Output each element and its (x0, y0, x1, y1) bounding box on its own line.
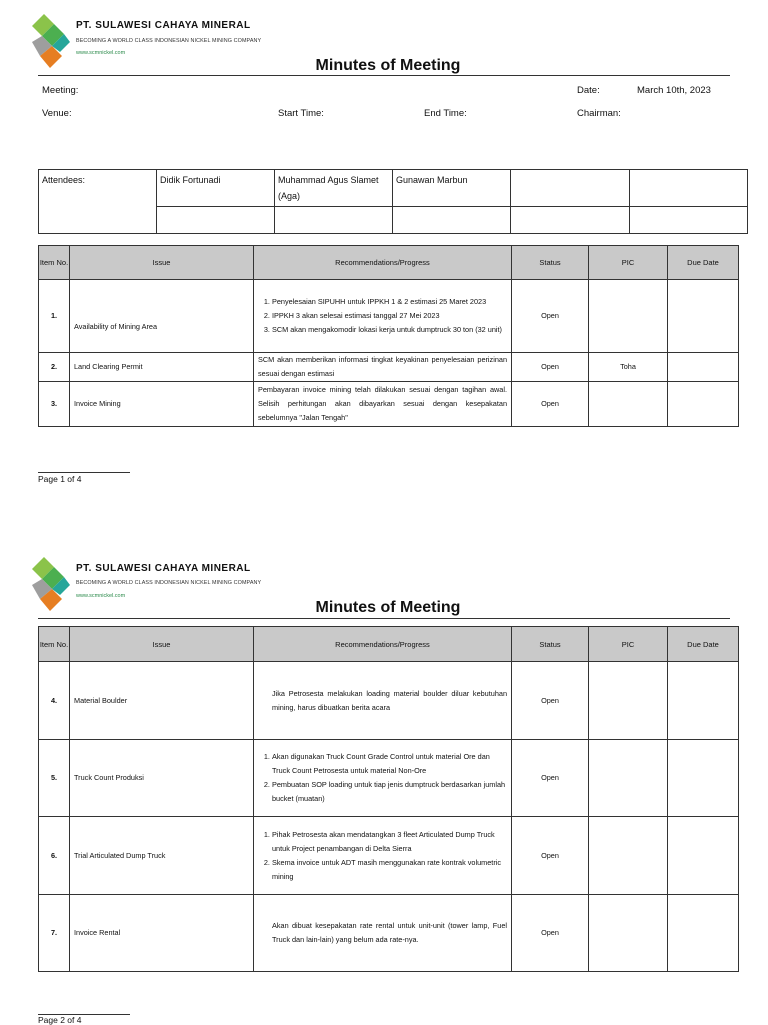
start-time-label: Start Time: (278, 108, 324, 119)
header-item-no: Item No. (39, 246, 70, 280)
item-number: 5. (39, 740, 70, 817)
item-number: 3. (39, 382, 70, 427)
table-row (39, 740, 739, 817)
action-items-table (38, 626, 739, 972)
item-issue: Invoice Mining (70, 382, 254, 427)
item-due-date (668, 740, 739, 817)
header-pic: PIC (589, 627, 668, 662)
item-issue: Invoice Rental (70, 895, 254, 972)
item-status: Open (512, 280, 589, 353)
header-item-no: Item No. (39, 627, 70, 662)
recommendation-point: 2. IPPKH 3 akan selesai estimasi tanggal 27 Mei 2023 (272, 309, 507, 323)
item-number: 1. (39, 280, 70, 353)
venue-label: Venue: (42, 108, 72, 119)
item-recommendations: SCM akan memberikan informasi tingkat keyakinan penyelesaian perizinan sesuai dengan estimasi (254, 353, 512, 382)
table-row (39, 662, 739, 740)
item-issue: Trial Articulated Dump Truck (70, 817, 254, 895)
item-status: Open (512, 662, 589, 740)
item-due-date (668, 895, 739, 972)
recommendation-point: 3. SCM akan mengakomodir lokasi kerja untuk dumptruck 30 ton (32 unit) (272, 323, 507, 337)
recommendation-point: 1. Pihak Petrosesta akan mendatangkan 3 fleet Articulated Dump Truck untuk Project penambangan di Delta Sierra (272, 828, 507, 856)
company-name: PT. SULAWESI CAHAYA MINERAL (76, 20, 251, 31)
date-value: March 10th, 2023 (637, 85, 711, 96)
title-divider (38, 618, 730, 619)
recommendation-point: 1. Akan digunakan Truck Count Grade Control untuk material Ore dan Truck Count Petrosesta untuk material Non-Ore (272, 750, 507, 778)
company-website[interactable]: www.scmnickel.com (76, 593, 126, 599)
header-recommendations: Recommendations/Progress (254, 627, 512, 662)
item-pic (589, 662, 668, 740)
recommendation-point: 1. Penyelesaian SIPUHH untuk IPPKH 1 & 2 estimasi 25 Maret 2023 (272, 295, 507, 309)
table-row (39, 895, 739, 972)
company-tagline: BECOMING A WORLD CLASS INDONESIAN NICKEL MINING COMPANY (76, 580, 262, 586)
header-issue: Issue (70, 627, 254, 662)
attendee-name: Muhammad Agus Slamet (Aga) (275, 170, 393, 207)
item-recommendations: Akan dibuat kesepakatan rate rental untuk unit-unit (tower lamp, Fuel Truck dan lain-lain) yang belum ada rate-nya. (254, 895, 512, 972)
header-status: Status (512, 627, 589, 662)
item-number: 4. (39, 662, 70, 740)
item-status: Open (512, 817, 589, 895)
header-due-date: Due Date (668, 627, 739, 662)
chairman-label: Chairman: (577, 108, 621, 119)
item-status: Open (512, 353, 589, 382)
document-title: Minutes of Meeting (315, 599, 461, 616)
header-issue: Issue (70, 246, 254, 280)
item-issue: Material Boulder (70, 662, 254, 740)
document-title: Minutes of Meeting (315, 57, 461, 74)
item-due-date (668, 662, 739, 740)
item-recommendations: Pembayaran invoice mining telah dilakukan sesuai dengan tagihan awal. Selisih perhitungan akan dibayarkan sesuai dengan kesepakatan sebelumnya "Jalan Tengah" (254, 382, 512, 427)
company-tagline: BECOMING A WORLD CLASS INDONESIAN NICKEL MINING COMPANY (76, 38, 262, 44)
item-number: 2. (39, 353, 70, 382)
item-status: Open (512, 895, 589, 972)
item-pic (589, 895, 668, 972)
page-number: Page 2 of 4 (38, 1015, 82, 1025)
item-pic (589, 817, 668, 895)
item-due-date (668, 817, 739, 895)
item-issue: Land Clearing Permit (70, 353, 254, 382)
header-recommendations: Recommendations/Progress (254, 246, 512, 280)
header-status: Status (512, 246, 589, 280)
item-issue: Availability of Mining Area (70, 280, 254, 353)
item-recommendations: Jika Petrosesta melakukan loading material boulder diluar kebutuhan mining, harus dibuatkan berita acara (254, 662, 512, 740)
page-number: Page 1 of 4 (38, 474, 82, 484)
attendees-label: Attendees: (39, 170, 157, 234)
item-pic (589, 740, 668, 817)
item-number: 7. (39, 895, 70, 972)
company-name: PT. SULAWESI CAHAYA MINERAL (76, 563, 251, 574)
header-pic: PIC (589, 246, 668, 280)
item-status: Open (512, 740, 589, 817)
item-recommendations (254, 740, 512, 817)
item-status: Open (512, 382, 589, 427)
meeting-label: Meeting: (42, 85, 79, 96)
table-row (39, 817, 739, 895)
item-pic: Toha (589, 353, 668, 382)
recommendation-point: 2. Skema invoice untuk ADT masih menggunakan rate kontrak volumetric mining (272, 856, 507, 884)
attendee-name: Didik Fortunadi (157, 170, 275, 207)
attendee-name: Gunawan Marbun (393, 170, 511, 207)
date-label: Date: (577, 85, 600, 96)
item-number: 6. (39, 817, 70, 895)
item-recommendations (254, 817, 512, 895)
recommendation-point: 2. Pembuatan SOP loading untuk tiap jenis dumptruck berdasarkan jumlah bucket (muatan) (272, 778, 507, 806)
end-time-label: End Time: (424, 108, 467, 119)
item-issue: Truck Count Produksi (70, 740, 254, 817)
company-website[interactable]: www.scmnickel.com (76, 50, 126, 56)
header-due-date: Due Date (668, 246, 739, 280)
